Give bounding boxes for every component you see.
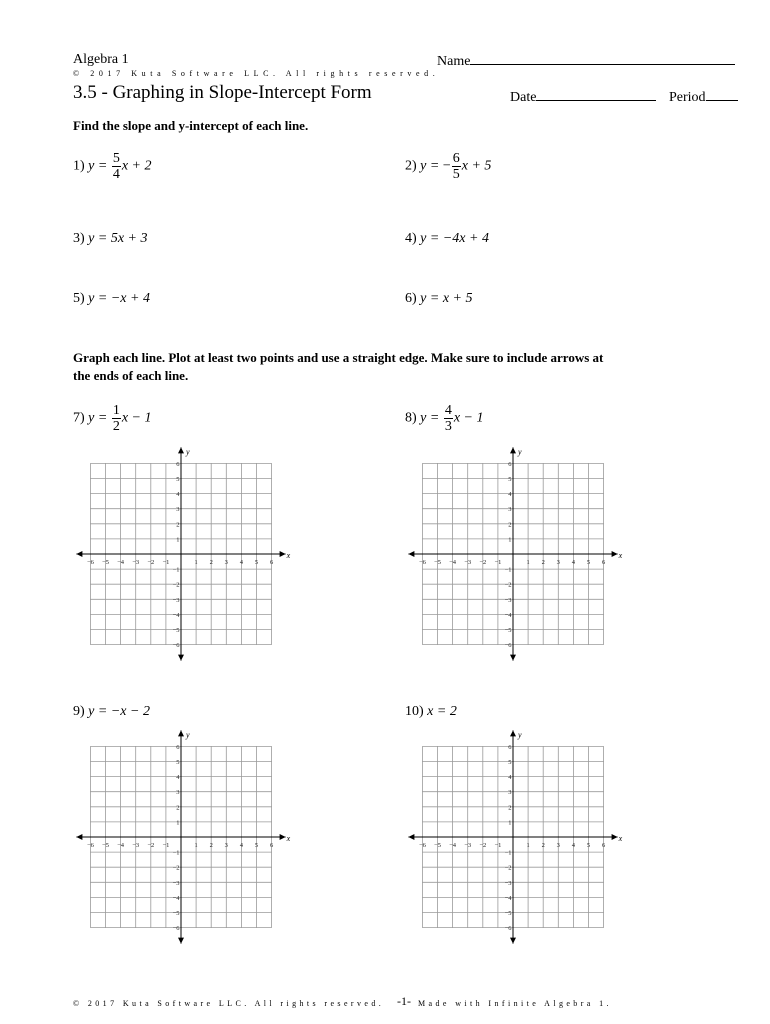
- x-axis-arrow-right: [612, 551, 618, 557]
- fraction-denominator: 3: [444, 419, 452, 434]
- equation-rest: x + 5: [461, 158, 492, 174]
- x-tick-label: −6: [418, 559, 426, 566]
- y-axis-arrow-up: [178, 447, 184, 453]
- y-axis-arrow-up: [178, 730, 184, 736]
- x-tick-label: −1: [494, 559, 502, 566]
- equation: y = −x + 4: [88, 291, 150, 306]
- y-tick-label: 3: [176, 506, 180, 514]
- y-tick-label: −3: [504, 879, 512, 887]
- y-tick-label: 6: [508, 460, 512, 468]
- x-axis-arrow-left: [76, 834, 82, 840]
- period-blank[interactable]: [706, 88, 738, 101]
- x-axis-arrow-left: [408, 551, 414, 557]
- problem-2: [405, 151, 491, 182]
- equation: x = 2: [427, 704, 457, 719]
- x-tick-label: 5: [586, 842, 591, 849]
- x-tick-label: −3: [464, 559, 472, 566]
- fraction-denominator: 4: [112, 167, 120, 182]
- x-tick-label: −5: [434, 559, 441, 566]
- x-tick-label: 4: [239, 842, 244, 849]
- y-tick-label: −4: [172, 611, 180, 619]
- y-tick-label: 3: [508, 789, 512, 797]
- y-tick-label: 6: [508, 743, 512, 751]
- x-tick-label: −5: [102, 559, 109, 566]
- y-tick-label: 2: [508, 521, 512, 529]
- y-tick-label: −1: [172, 849, 180, 857]
- y-tick-label: 3: [508, 506, 512, 514]
- x-tick-label: 5: [254, 559, 259, 566]
- name-field[interactable]: [437, 52, 735, 70]
- problem-3: [73, 231, 148, 247]
- x-tick-label: −1: [494, 842, 502, 849]
- x-tick-label: 2: [209, 842, 213, 849]
- y-tick-label: −4: [504, 894, 512, 902]
- x-tick-label: 3: [224, 559, 228, 566]
- x-tick-label: 4: [571, 559, 576, 566]
- y-axis-arrow-up: [510, 447, 516, 453]
- x-tick-label: −4: [117, 559, 125, 566]
- fraction-sign: −: [442, 158, 451, 174]
- x-tick-label: 3: [224, 842, 228, 849]
- y-tick-label: −6: [504, 642, 512, 650]
- equation: y = 5x + 3: [88, 231, 148, 246]
- y-tick-label: −3: [504, 596, 512, 604]
- x-tick-label: 1: [526, 559, 530, 566]
- equation-lhs: y =: [88, 158, 108, 174]
- y-tick-label: 2: [176, 521, 180, 529]
- course-label: Algebra 1: [73, 52, 129, 67]
- x-axis-label: x: [618, 551, 623, 560]
- x-tick-label: −3: [132, 842, 140, 849]
- y-tick-label: 3: [176, 789, 180, 797]
- name-blank[interactable]: [470, 52, 735, 65]
- x-tick-label: −6: [86, 559, 94, 566]
- y-tick-label: −6: [172, 925, 180, 933]
- fraction-numerator: 6: [452, 151, 460, 166]
- problem-4: [405, 231, 489, 247]
- problem-7: [73, 403, 152, 434]
- header-copyright: © 2017 Kuta Software LLC. All rights reserved.: [73, 69, 440, 78]
- x-axis-arrow-left: [408, 834, 414, 840]
- x-tick-label: 4: [571, 842, 576, 849]
- problem-number: 9): [73, 704, 85, 719]
- y-tick-label: −3: [172, 596, 180, 604]
- problem-1: [73, 151, 152, 182]
- x-tick-label: 2: [209, 559, 213, 566]
- x-tick-label: 1: [526, 842, 530, 849]
- x-tick-label: 6: [269, 559, 274, 566]
- x-tick-label: −1: [162, 559, 170, 566]
- fraction-numerator: 4: [444, 403, 452, 418]
- x-tick-label: −2: [479, 842, 487, 849]
- x-tick-label: 5: [254, 842, 259, 849]
- x-axis-arrow-left: [76, 551, 82, 557]
- y-tick-label: −5: [504, 910, 512, 917]
- fraction: [452, 151, 461, 182]
- y-tick-label: 5: [176, 759, 180, 766]
- y-tick-label: 2: [176, 804, 180, 812]
- equation: y = x + 5: [420, 291, 473, 306]
- y-tick-label: −5: [172, 910, 180, 917]
- footer-made-with: Made with Infinite Algebra 1.: [418, 999, 612, 1008]
- y-tick-label: 4: [508, 774, 512, 782]
- fraction-numerator: 5: [112, 151, 120, 166]
- fraction: [112, 403, 121, 434]
- y-tick-label: −5: [504, 627, 512, 634]
- y-axis-arrow-down: [178, 655, 184, 661]
- y-tick-label: −2: [172, 581, 180, 589]
- equation: y = −x − 2: [88, 704, 150, 719]
- x-tick-label: 3: [556, 842, 560, 849]
- y-tick-label: 4: [508, 491, 512, 499]
- fraction-denominator: 2: [112, 419, 120, 434]
- y-tick-label: −6: [172, 642, 180, 650]
- x-tick-label: −2: [147, 842, 155, 849]
- y-axis-arrow-down: [178, 938, 184, 944]
- x-tick-label: −5: [102, 842, 109, 849]
- date-blank[interactable]: [536, 88, 656, 101]
- y-tick-label: 5: [176, 476, 180, 483]
- equation-rest: x + 2: [121, 158, 152, 174]
- problem-8: [405, 403, 484, 434]
- y-axis-arrow-down: [510, 655, 516, 661]
- coordinate-grid-9[interactable]: [74, 726, 294, 948]
- x-tick-label: 2: [541, 559, 545, 566]
- x-tick-label: −3: [464, 842, 472, 849]
- x-tick-label: −6: [418, 842, 426, 849]
- y-axis-arrow-up: [510, 730, 516, 736]
- x-tick-label: −4: [117, 842, 125, 849]
- fraction-denominator: 5: [452, 167, 460, 182]
- coordinate-grid-8[interactable]: [406, 443, 626, 665]
- problem-number: 4): [405, 231, 417, 246]
- y-tick-label: 1: [176, 819, 180, 827]
- equation-rest: x − 1: [121, 410, 152, 426]
- problem-10: [405, 704, 457, 720]
- problem-number: 8): [405, 410, 417, 426]
- problem-number: 5): [73, 291, 85, 306]
- date-field[interactable]: [510, 88, 656, 106]
- y-tick-label: 1: [508, 819, 512, 827]
- x-tick-label: −2: [147, 559, 155, 566]
- y-tick-label: 1: [508, 536, 512, 544]
- x-tick-label: −1: [162, 842, 170, 849]
- y-tick-label: −4: [172, 894, 180, 902]
- problem-number: 6): [405, 291, 417, 306]
- y-tick-label: 1: [176, 536, 180, 544]
- section2-instructions-line1: Graph each line. Plot at least two points and use a straight edge. Make sure to include arrows at: [73, 350, 604, 365]
- fraction: [112, 151, 121, 182]
- x-tick-label: −5: [434, 842, 441, 849]
- y-tick-label: −1: [172, 566, 180, 574]
- x-tick-label: −6: [86, 842, 94, 849]
- x-tick-label: −4: [449, 842, 457, 849]
- y-tick-label: −5: [172, 627, 180, 634]
- y-tick-label: 4: [176, 491, 180, 499]
- x-tick-label: 1: [194, 559, 198, 566]
- y-tick-label: −1: [504, 566, 512, 574]
- period-field[interactable]: [669, 88, 738, 106]
- equation-rest: x − 1: [453, 410, 484, 426]
- y-tick-label: −2: [504, 864, 512, 872]
- equation-lhs: y =: [88, 410, 108, 426]
- problem-9: [73, 704, 150, 720]
- y-tick-label: −4: [504, 611, 512, 619]
- x-tick-label: 4: [239, 559, 244, 566]
- x-tick-label: 5: [586, 559, 591, 566]
- x-tick-label: 6: [601, 842, 606, 849]
- y-tick-label: −2: [504, 581, 512, 589]
- page-number: -1-: [397, 994, 411, 1008]
- x-axis-label: x: [286, 551, 291, 560]
- date-label: Date: [510, 90, 537, 105]
- x-tick-label: 6: [601, 559, 606, 566]
- equation-lhs: y =: [420, 410, 440, 426]
- fraction: [444, 403, 453, 434]
- section2-instructions-line2: the ends of each line.: [73, 368, 189, 383]
- fraction-numerator: 1: [112, 403, 120, 418]
- y-tick-label: 6: [176, 743, 180, 751]
- x-tick-label: 2: [541, 842, 545, 849]
- y-tick-label: 6: [176, 460, 180, 468]
- y-tick-label: −3: [172, 879, 180, 887]
- problem-6: [405, 291, 473, 307]
- name-label: Name: [437, 54, 471, 69]
- x-tick-label: 3: [556, 559, 560, 566]
- x-axis-label: x: [618, 834, 623, 843]
- x-axis-arrow-right: [280, 551, 286, 557]
- problem-number: 7): [73, 410, 85, 426]
- coordinate-grid-7[interactable]: [74, 443, 294, 665]
- period-label: Period: [669, 90, 706, 105]
- x-tick-label: −4: [449, 559, 457, 566]
- section1-instructions: Find the slope and y-intercept of each line.: [73, 118, 309, 133]
- y-axis-label: y: [518, 447, 522, 457]
- problem-number: 1): [73, 158, 85, 174]
- coordinate-grid-10[interactable]: [406, 726, 626, 948]
- y-tick-label: −2: [172, 864, 180, 872]
- y-axis-label: y: [186, 447, 190, 457]
- x-tick-label: 6: [269, 842, 274, 849]
- y-tick-label: 2: [508, 804, 512, 812]
- problem-number: 2): [405, 158, 417, 174]
- x-axis-arrow-right: [280, 834, 286, 840]
- problem-number: 10): [405, 704, 424, 719]
- equation-lhs: y =: [420, 158, 440, 174]
- y-tick-label: −1: [504, 849, 512, 857]
- y-axis-arrow-down: [510, 938, 516, 944]
- problem-5: [73, 291, 150, 307]
- y-tick-label: 4: [176, 774, 180, 782]
- y-axis-label: y: [186, 730, 190, 740]
- worksheet-title: 3.5 - Graphing in Slope-Intercept Form: [73, 82, 372, 103]
- y-axis-label: y: [518, 730, 522, 740]
- y-tick-label: 5: [508, 759, 512, 766]
- x-axis-label: x: [286, 834, 291, 843]
- problem-number: 3): [73, 231, 85, 246]
- x-tick-label: −2: [479, 559, 487, 566]
- footer-copyright: © 2017 Kuta Software LLC. All rights reserved.: [73, 999, 385, 1008]
- x-tick-label: 1: [194, 842, 198, 849]
- x-tick-label: −3: [132, 559, 140, 566]
- equation: y = −4x + 4: [420, 231, 489, 246]
- x-axis-arrow-right: [612, 834, 618, 840]
- y-tick-label: −6: [504, 925, 512, 933]
- y-tick-label: 5: [508, 476, 512, 483]
